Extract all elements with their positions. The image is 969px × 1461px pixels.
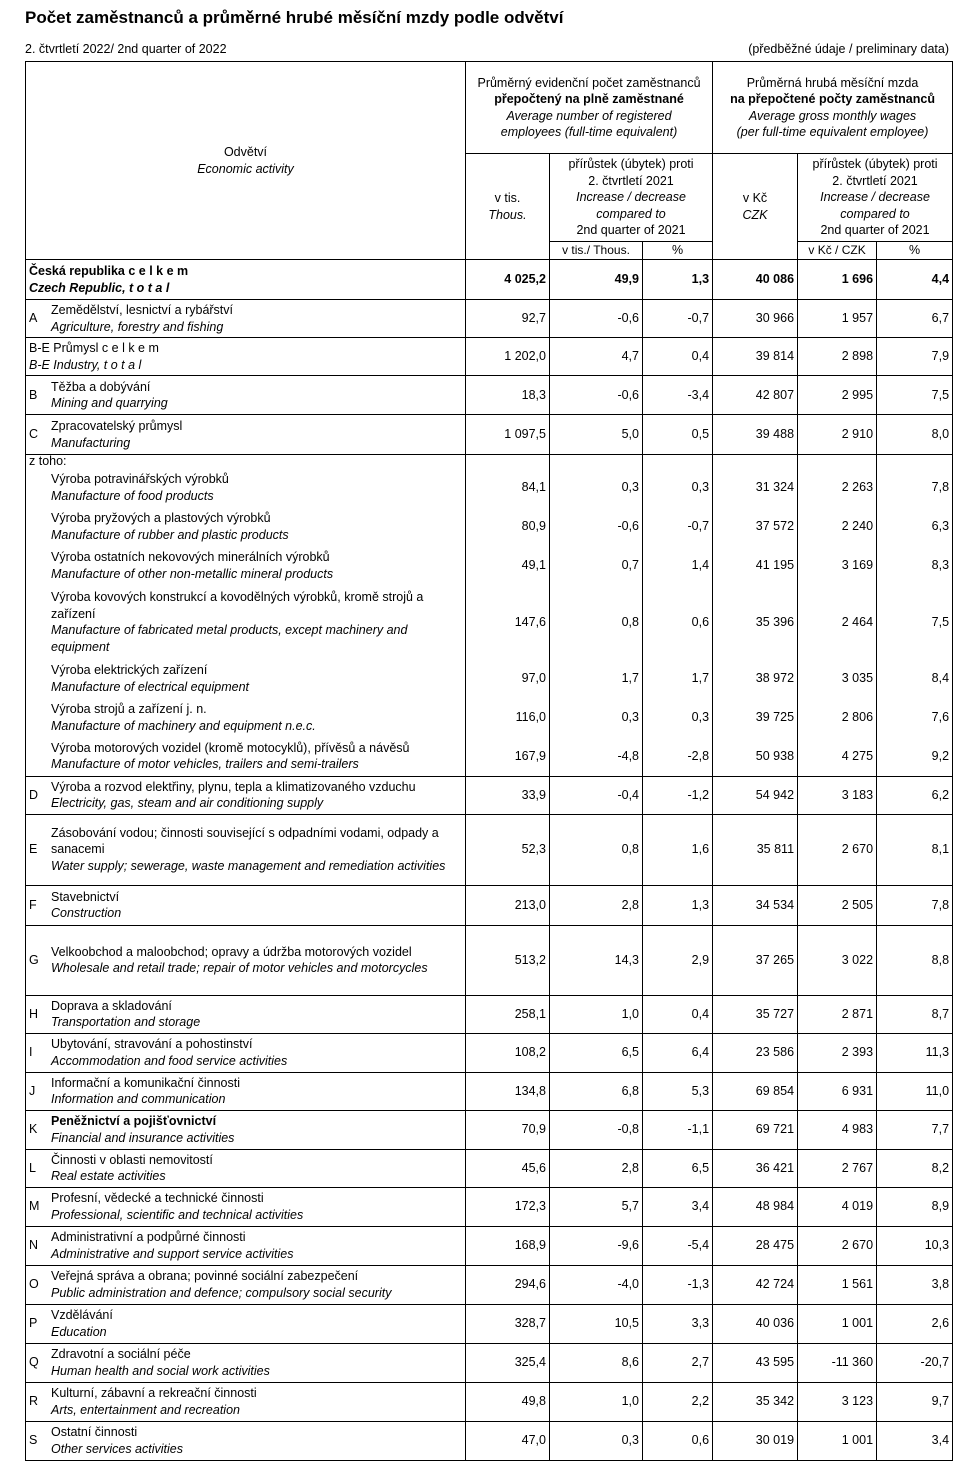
row-code: B — [29, 387, 38, 402]
row-label-en: Public administration and defence; compulsory social security — [51, 1285, 392, 1300]
table-row — [26, 659, 953, 698]
row-label-en: Manufacture of fabricated metal products, except machinery and equipment — [51, 623, 408, 654]
cell-value: 1,0 — [550, 1382, 643, 1421]
cell-value: 3 022 — [798, 925, 877, 995]
cell-value: 2 871 — [798, 995, 877, 1033]
cell-value: 11,0 — [877, 1072, 953, 1110]
row-label-cz: Těžba a dobývání — [51, 379, 151, 394]
cell-value: 134,8 — [466, 1072, 550, 1110]
cell-value: -2,8 — [643, 737, 713, 776]
row-label-en: Information and communication — [51, 1092, 226, 1106]
total-cz: Česká republika c e l k e m — [29, 264, 189, 278]
cell-value: 1,7 — [550, 659, 643, 698]
row-label-cz: Stavebnictví — [51, 889, 120, 904]
cell-value: 54 942 — [713, 776, 798, 814]
cell-value: 513,2 — [466, 925, 550, 995]
cell-value: 6,4 — [643, 1033, 713, 1072]
cell-value: 8,9 — [877, 1187, 953, 1226]
row-label-cz: Zdravotní a sociální péče — [51, 1347, 191, 1361]
cell-value: 2 767 — [798, 1149, 877, 1187]
cell-value: 47,0 — [466, 1421, 550, 1460]
cell-value: 7,5 — [877, 376, 953, 415]
cell-value: 2 464 — [798, 585, 877, 659]
period-label: 2. čtvrtletí 2022/ 2nd quarter of 2022 — [25, 42, 227, 56]
cell-value: 7,7 — [877, 1110, 953, 1149]
cell-value: 2 670 — [798, 1226, 877, 1265]
cell-value: 4 019 — [798, 1187, 877, 1226]
row-label-en: Other services activities — [51, 1441, 183, 1456]
cell-value: 2 910 — [798, 415, 877, 455]
row-label-en: Water supply; sewerage, waste management and remediation activities — [51, 858, 446, 873]
unit-pct: % — [643, 242, 713, 260]
cell-value: 42 724 — [713, 1265, 798, 1304]
row-label-en: Wholesale and retail trade; repair of motor vehicles and motorcycles — [51, 961, 428, 975]
cell-value: 7,9 — [877, 338, 953, 376]
cell-value: 0,8 — [550, 585, 643, 659]
cell-value: 92,7 — [466, 300, 550, 338]
cell-value: 6,5 — [550, 1033, 643, 1072]
cell-value: 1 202,0 — [466, 338, 550, 376]
cell-value: -4,8 — [550, 737, 643, 776]
cell-value: -0,4 — [550, 776, 643, 814]
table-row — [26, 814, 953, 885]
cell-value: 0,4 — [643, 338, 713, 376]
cell-value: 6,8 — [550, 1072, 643, 1110]
cell-value: 1 957 — [798, 300, 877, 338]
cell-value: 1 561 — [798, 1265, 877, 1304]
table-row — [26, 1226, 953, 1265]
row-code: A — [29, 311, 38, 326]
cell-value: 2 670 — [798, 814, 877, 885]
unit-thous: v tis./ Thous. — [550, 242, 643, 260]
table-row — [26, 1421, 953, 1460]
row-label-cz: Informační a komunikační činnosti — [51, 1075, 240, 1090]
cell-value: 4 983 — [798, 1110, 877, 1149]
table-row — [26, 1343, 953, 1382]
cell-value: 3 183 — [798, 776, 877, 814]
row-label-cz: Výroba potravinářských výrobků — [51, 472, 229, 486]
cell-value: 39 488 — [713, 415, 798, 455]
cell-value: 168,9 — [466, 1226, 550, 1265]
cell-value: 28 475 — [713, 1226, 798, 1265]
cell-value: 6,5 — [643, 1149, 713, 1187]
cell-value: -20,7 — [877, 1343, 953, 1382]
row-label-en: Professional, scientific and technical activities — [51, 1207, 304, 1222]
table-row — [26, 1149, 953, 1187]
unit-pct2: % — [877, 242, 953, 260]
cell-value: 48 984 — [713, 1187, 798, 1226]
cell-value: 108,2 — [466, 1033, 550, 1072]
row-label-en: Manufacture of other non-metallic mineral products — [51, 566, 334, 581]
header-emp-increase: přírůstek (úbytek) proti 2. čtvrtletí 2021 Increase / decrease compared to 2nd quarter of 2021 — [550, 154, 713, 242]
cell-value: 33,9 — [466, 776, 550, 814]
cell-value: 35 811 — [713, 814, 798, 885]
table-row — [26, 338, 953, 376]
cell-value: 49,8 — [466, 1382, 550, 1421]
cell-value: 2,6 — [877, 1304, 953, 1343]
row-code: H — [29, 1006, 39, 1021]
cell-value: 0,6 — [643, 1421, 713, 1460]
cell-value: 2,8 — [550, 885, 643, 925]
cell-value: 2 263 — [798, 468, 877, 507]
table-row — [26, 885, 953, 925]
row-label-en: Financial and insurance activities — [51, 1130, 235, 1145]
row-label-cz: Zásobování vodou; činnosti související s odpadními vodami, odpady a sanacemi — [51, 825, 439, 857]
cell-value: -1,2 — [643, 776, 713, 814]
row-label-en: Manufacture of rubber and plastic products — [51, 527, 289, 542]
cell-value: 8,3 — [877, 546, 953, 585]
row-label-en: Manufacture of motor vehicles, trailers and semi-trailers — [51, 757, 359, 772]
cell-value: 2,8 — [550, 1149, 643, 1187]
cell-value: 0,5 — [643, 415, 713, 455]
cell-value: 6,2 — [877, 776, 953, 814]
row-label-en: Construction — [51, 906, 122, 920]
cell-value: 294,6 — [466, 1265, 550, 1304]
table-row — [26, 415, 953, 455]
cell-value: -0,7 — [643, 300, 713, 338]
cell-value: 7,6 — [877, 698, 953, 737]
cell-value: 43 595 — [713, 1343, 798, 1382]
cell-value: 50 938 — [713, 737, 798, 776]
cell-value: 11,3 — [877, 1033, 953, 1072]
cell-value: 6,7 — [877, 300, 953, 338]
cell-value: 3 035 — [798, 659, 877, 698]
cell-value: 213,0 — [466, 885, 550, 925]
row-label-en: Administrative and support service activities — [51, 1246, 294, 1261]
cell-value: 172,3 — [466, 1187, 550, 1226]
cell-value: 2 240 — [798, 507, 877, 546]
wages-table — [25, 61, 953, 1461]
row-label-cz: Činnosti v oblasti nemovitostí — [51, 1152, 213, 1167]
row-label-cz: Peněžnictví a pojišťovnictví — [51, 1114, 217, 1128]
table-row — [26, 1187, 953, 1226]
cell-value: 0,3 — [550, 698, 643, 737]
row-label-cz: Velkoobchod a maloobchod; opravy a údržba motorových vozidel — [51, 944, 412, 959]
cell-value: 5,0 — [550, 415, 643, 455]
page-title: Počet zaměstnanců a průměrné hrubé měsíční mzdy podle odvětví — [25, 8, 564, 27]
row-label-cz: Výroba pryžových a plastových výrobků — [51, 511, 271, 525]
table-row — [26, 698, 953, 737]
row-label-en: Real estate activities — [51, 1169, 166, 1183]
row-label-cz: Ubytování, stravování a pohostinství — [51, 1037, 253, 1051]
table-row — [26, 1072, 953, 1110]
table-row — [26, 1265, 953, 1304]
cell-value: 30 019 — [713, 1421, 798, 1460]
cell-value: 31 324 — [713, 468, 798, 507]
row-label-en: Human health and social work activities — [51, 1363, 270, 1378]
header-employees: Průměrný evidenční počet zaměstnanců přepočtený na plně zaměstnané Average number of registered employees (full-time equivalent) — [466, 62, 713, 154]
cell-value: 23 586 — [713, 1033, 798, 1072]
row-label-en: Manufacturing — [51, 435, 131, 450]
row-code: N — [29, 1238, 39, 1253]
cell-value: 0,6 — [643, 585, 713, 659]
row-code: L — [29, 1160, 36, 1175]
cell-value: 40 036 — [713, 1304, 798, 1343]
row-label-en: Arts, entertainment and recreation — [51, 1402, 240, 1417]
table-row-ztoho — [26, 455, 953, 469]
row-code: F — [29, 897, 37, 912]
row-label-cz: Zemědělství, lesnictví a rybářství — [51, 303, 234, 317]
table-row — [26, 300, 953, 338]
cell-value: 38 972 — [713, 659, 798, 698]
cell-value: 2,9 — [643, 925, 713, 995]
header-thous: v tis. Thous. — [466, 154, 550, 260]
cell-value: 1,4 — [643, 546, 713, 585]
cell-value: 45,6 — [466, 1149, 550, 1187]
row-label-cz: Veřejná správa a obrana; povinné sociální zabezpečení — [51, 1269, 359, 1283]
cell-value: 0,4 — [643, 995, 713, 1033]
cell-value: 0,3 — [550, 1421, 643, 1460]
row-code: K — [29, 1122, 38, 1137]
cell-value: 3 169 — [798, 546, 877, 585]
cell-value: -5,4 — [643, 1226, 713, 1265]
cell-value: 42 807 — [713, 376, 798, 415]
row-label-en: Accommodation and food service activities — [51, 1053, 288, 1068]
cell-value: 37 572 — [713, 507, 798, 546]
row-code: P — [29, 1316, 38, 1331]
row-label-cz: Profesní, vědecké a technické činnosti — [51, 1191, 264, 1205]
row-label-cz: B-E Průmysl c e l k e m — [29, 341, 159, 355]
cell-value: 1,6 — [643, 814, 713, 885]
cell-value: 49,1 — [466, 546, 550, 585]
cell-value: 1 001 — [798, 1304, 877, 1343]
cell-value: 1,0 — [550, 995, 643, 1033]
row-code: E — [29, 842, 38, 857]
row-code: S — [29, 1433, 38, 1448]
row-label-en: Manufacture of electrical equipment — [51, 679, 250, 694]
cell-value: 10,5 — [550, 1304, 643, 1343]
row-label-cz: Výroba strojů a zařízení j. n. — [51, 702, 207, 716]
cell-value: -3,4 — [643, 376, 713, 415]
row-label-cz: Výroba elektrických zařízení — [51, 663, 208, 677]
cell-value: 34 534 — [713, 885, 798, 925]
row-code: C — [29, 427, 39, 442]
cell-value: 41 195 — [713, 546, 798, 585]
cell-value: -4,0 — [550, 1265, 643, 1304]
row-label-en: Manufacture of machinery and equipment n.e.c. — [51, 718, 316, 733]
cell-value: 6,3 — [877, 507, 953, 546]
table-row-total: Česká republika c e l k e m Czech Republic, t o t a l 4 025,2 49,9 1,3 40 086 1 696 4,4 — [26, 260, 953, 300]
table-row — [26, 546, 953, 585]
row-label-en: Mining and quarrying — [51, 396, 168, 410]
cell-value: 4,7 — [550, 338, 643, 376]
table-row — [26, 776, 953, 814]
cell-value: 147,6 — [466, 585, 550, 659]
row-label-cz: Kulturní, zábavní a rekreační činnosti — [51, 1386, 257, 1400]
cell-value: 9,2 — [877, 737, 953, 776]
row-label-cz: Výroba motorových vozidel (kromě motocyklů), přívěsů a návěsů — [51, 740, 410, 755]
cell-value: 0,3 — [643, 698, 713, 737]
header-wages: Průměrná hrubá měsíční mzda na přepočtené počty zaměstnanců Average gross monthly wages (per full-time equivalent employee) — [713, 62, 953, 154]
row-label-en: B-E Industry, t o t a l — [29, 357, 142, 372]
row-label-cz: Ostatní činnosti — [51, 1425, 138, 1439]
cell-value: 36 421 — [713, 1149, 798, 1187]
cell-value: 14,3 — [550, 925, 643, 995]
cell-value: 7,8 — [877, 885, 953, 925]
table-row — [26, 585, 953, 659]
cell-value: 69 854 — [713, 1072, 798, 1110]
cell-value: 5,3 — [643, 1072, 713, 1110]
cell-value: 0,3 — [643, 468, 713, 507]
ztoho-label: z toho: — [26, 455, 466, 469]
cell-value: 30 966 — [713, 300, 798, 338]
cell-value: 116,0 — [466, 698, 550, 737]
table-row — [26, 507, 953, 546]
cell-value: 3,3 — [643, 1304, 713, 1343]
cell-value: 5,7 — [550, 1187, 643, 1226]
preliminary-note: (předběžné údaje / preliminary data) — [748, 42, 949, 56]
row-code: D — [29, 787, 39, 802]
cell-value: 8,8 — [877, 925, 953, 995]
cell-value: 4 275 — [798, 737, 877, 776]
cell-value: 97,0 — [466, 659, 550, 698]
cell-value: 1 097,5 — [466, 415, 550, 455]
cell-value: 39 725 — [713, 698, 798, 737]
cell-value: 39 814 — [713, 338, 798, 376]
header-wage-increase: přírůstek (úbytek) proti 2. čtvrtletí 2021 Increase / decrease compared to 2nd quarter of 2021 — [798, 154, 953, 242]
row-label-cz: Zpracovatelský průmysl — [51, 419, 183, 433]
cell-value: 2,2 — [643, 1382, 713, 1421]
cell-value: 10,3 — [877, 1226, 953, 1265]
cell-value: 1 001 — [798, 1421, 877, 1460]
cell-value: 0,7 — [550, 546, 643, 585]
row-label-cz: Vzdělávání — [51, 1308, 113, 1322]
table-row — [26, 1304, 953, 1343]
cell-value: -0,8 — [550, 1110, 643, 1149]
table-row — [26, 1382, 953, 1421]
table-row — [26, 995, 953, 1033]
row-label-cz: Výroba kovových konstrukcí a kovodělných výrobků, kromě strojů a zařízení — [51, 590, 424, 621]
cell-value: 1,7 — [643, 659, 713, 698]
table-row — [26, 1033, 953, 1072]
cell-value: 2 995 — [798, 376, 877, 415]
cell-value: 70,9 — [466, 1110, 550, 1149]
cell-value: 37 265 — [713, 925, 798, 995]
row-label-cz: Doprava a skladování — [51, 998, 172, 1013]
cell-value: 8,0 — [877, 415, 953, 455]
cell-value: 167,9 — [466, 737, 550, 776]
cell-value: 0,3 — [550, 468, 643, 507]
row-label-en: Manufacture of food products — [51, 488, 214, 503]
header-czk: v Kč CZK — [713, 154, 798, 260]
table-row — [26, 376, 953, 415]
table-row — [26, 737, 953, 776]
cell-value: 8,7 — [877, 995, 953, 1033]
row-label-en: Agriculture, forestry and fishing — [51, 319, 224, 334]
cell-value: 7,5 — [877, 585, 953, 659]
unit-czk: v Kč / CZK — [798, 242, 877, 260]
cell-value: 258,1 — [466, 995, 550, 1033]
cell-value: -9,6 — [550, 1226, 643, 1265]
row-label-cz: Výroba a rozvod elektřiny, plynu, tepla a klimatizovaného vzduchu — [51, 779, 416, 794]
cell-value: 6 931 — [798, 1072, 877, 1110]
row-code: I — [29, 1045, 33, 1060]
cell-value: 7,8 — [877, 468, 953, 507]
total-en: Czech Republic, t o t a l — [29, 280, 170, 295]
cell-value: 8,6 — [550, 1343, 643, 1382]
cell-value: 69 721 — [713, 1110, 798, 1149]
table-row — [26, 925, 953, 995]
cell-value: 2 898 — [798, 338, 877, 376]
row-label-en: Electricity, gas, steam and air conditioning supply — [51, 796, 324, 810]
row-code: O — [29, 1277, 39, 1292]
cell-value: -1,3 — [643, 1265, 713, 1304]
cell-value: 3,8 — [877, 1265, 953, 1304]
row-code: R — [29, 1394, 39, 1409]
cell-value: 35 342 — [713, 1382, 798, 1421]
row-label-en: Transportation and storage — [51, 1015, 201, 1029]
cell-value: 8,4 — [877, 659, 953, 698]
table-row — [26, 1110, 953, 1149]
table-row — [26, 468, 953, 507]
cell-value: 325,4 — [466, 1343, 550, 1382]
cell-value: 52,3 — [466, 814, 550, 885]
header-activity: Odvětví Economic activity — [26, 62, 466, 260]
cell-value: 35 396 — [713, 585, 798, 659]
cell-value: 2 806 — [798, 698, 877, 737]
cell-value: 18,3 — [466, 376, 550, 415]
cell-value: 8,2 — [877, 1149, 953, 1187]
cell-value: 35 727 — [713, 995, 798, 1033]
cell-value: -0,6 — [550, 376, 643, 415]
cell-value: 328,7 — [466, 1304, 550, 1343]
cell-value: 3 123 — [798, 1382, 877, 1421]
cell-value: -0,6 — [550, 300, 643, 338]
row-label-cz: Administrativní a podpůrné činnosti — [51, 1230, 246, 1244]
cell-value: 1,3 — [643, 885, 713, 925]
cell-value: 3,4 — [877, 1421, 953, 1460]
row-code: Q — [29, 1355, 39, 1370]
row-code: M — [29, 1199, 40, 1214]
cell-value: 0,8 — [550, 814, 643, 885]
cell-value: 2 505 — [798, 885, 877, 925]
cell-value: 80,9 — [466, 507, 550, 546]
cell-value: 8,1 — [877, 814, 953, 885]
cell-value: -11 360 — [798, 1343, 877, 1382]
row-label-cz: Výroba ostatních nekovových minerálních výrobků — [51, 550, 330, 564]
cell-value: 2,7 — [643, 1343, 713, 1382]
row-code: J — [29, 1083, 36, 1098]
cell-value: -0,7 — [643, 507, 713, 546]
cell-value: -1,1 — [643, 1110, 713, 1149]
cell-value: 2 393 — [798, 1033, 877, 1072]
cell-value: 84,1 — [466, 468, 550, 507]
row-label-en: Education — [51, 1324, 107, 1339]
cell-value: 3,4 — [643, 1187, 713, 1226]
cell-value: 9,7 — [877, 1382, 953, 1421]
cell-value: -0,6 — [550, 507, 643, 546]
row-code: G — [29, 952, 39, 967]
